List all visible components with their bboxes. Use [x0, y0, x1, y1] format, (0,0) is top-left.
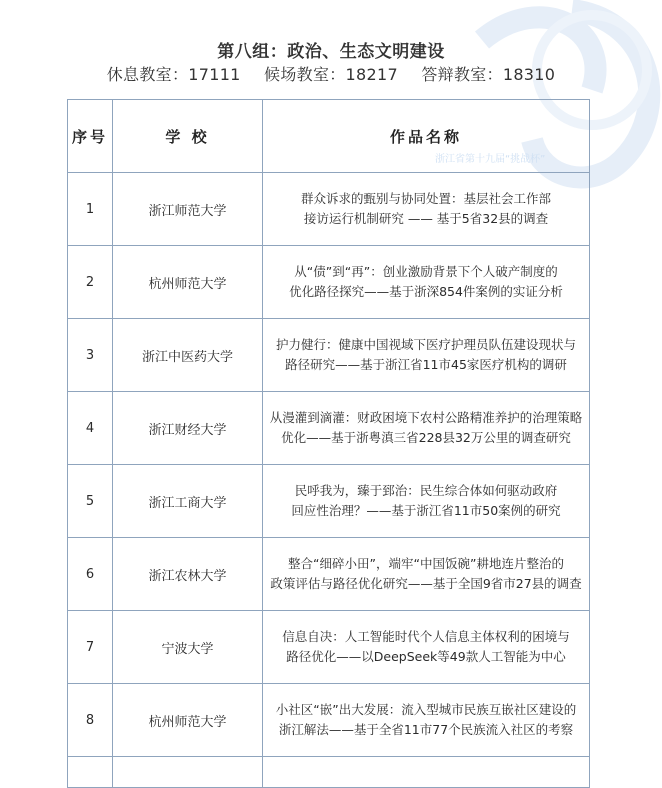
room-info — [0, 62, 662, 85]
row-number: 6 — [68, 538, 113, 611]
row-title-line2: 优化——基于浙粤滇三省228县32万公里的调查研究 — [281, 430, 571, 445]
row-title-line1: 群众诉求的甄别与协同处置：基层社会工作部 — [300, 191, 551, 206]
watermark-caption: 浙江省第十九届“挑战杯” — [435, 154, 546, 165]
row-title — [263, 319, 590, 392]
row-title-line2: 优化路径探究——基于浙深854件案例的实证分析 — [289, 284, 563, 299]
row-number: 2 — [68, 246, 113, 319]
row-title — [263, 173, 590, 246]
row-title-line1: 小社区“嵌”出大发展：流入型城市民族互嵌社区建设的 — [275, 702, 577, 717]
table-row — [68, 246, 590, 319]
row-school: 浙江农林大学 — [113, 538, 263, 611]
row-title-line2: 接访运行机制研究 —— 基于5省32县的调查 — [303, 211, 549, 226]
row-number-empty — [68, 757, 113, 788]
table-row — [68, 538, 590, 611]
table-header-row — [68, 100, 590, 173]
table-row — [68, 392, 590, 465]
waiting-room: 候场教室：18217 — [264, 65, 398, 84]
row-title-line1: 护力健行：健康中国视域下医疗护理员队伍建设现状与 — [275, 337, 576, 352]
column-header-number: 序号 — [68, 100, 113, 173]
group-title: 第八组：政治、生态文明建设 — [217, 42, 445, 62]
row-title-line2: 路径研究——基于浙江省11市45家医疗机构的调研 — [285, 357, 567, 372]
table-row — [68, 611, 590, 684]
column-header-school: 学 校 — [113, 100, 263, 173]
row-title — [263, 684, 590, 757]
row-title-line1: 整合“细碎小田”，端牢“中国饭碗”耕地连片整治的 — [288, 556, 564, 571]
defense-room: 答辩教室：18310 — [421, 65, 556, 84]
row-number: 7 — [68, 611, 113, 684]
row-number: 4 — [68, 392, 113, 465]
row-title-line2: 浙江解法——基于全省11市77个民族流入社区的考察 — [278, 722, 574, 737]
row-title-line1: 从漫灌到滴灌：财政困境下农村公路精准养护的治理策略 — [269, 410, 583, 425]
row-title-empty — [263, 757, 590, 788]
row-title — [263, 392, 590, 465]
entries-table — [67, 99, 590, 788]
row-school-empty — [113, 757, 263, 788]
row-school: 杭州师范大学 — [113, 246, 263, 319]
row-title — [263, 465, 590, 538]
row-school: 杭州师范大学 — [113, 684, 263, 757]
row-school: 浙江财经大学 — [113, 392, 263, 465]
column-header-title: 作品名称 — [263, 100, 590, 173]
row-number: 5 — [68, 465, 113, 538]
row-number: 1 — [68, 173, 113, 246]
row-school: 宁波大学 — [113, 611, 263, 684]
table-row — [68, 465, 590, 538]
row-title-line1: 从“债”到“再”：创业激励背景下个人破产制度的 — [294, 264, 558, 279]
row-title — [263, 538, 590, 611]
table-row — [68, 684, 590, 757]
table-row — [68, 173, 590, 246]
row-title — [263, 611, 590, 684]
table-row — [68, 319, 590, 392]
row-title-line1: 民呼我为，臻于郅治：民生综合体如何驱动政府 — [294, 483, 558, 498]
table-row-partial — [68, 757, 590, 788]
row-school: 浙江中医药大学 — [113, 319, 263, 392]
row-number: 8 — [68, 684, 113, 757]
row-number: 3 — [68, 319, 113, 392]
row-school: 浙江师范大学 — [113, 173, 263, 246]
row-title-line1: 信息自决：人工智能时代个人信息主体权利的困境与 — [282, 629, 570, 644]
rest-room: 休息教室：17111 — [106, 65, 241, 84]
row-title-line2: 政策评估与路径优化研究——基于全国9省市27县的调查 — [270, 576, 582, 591]
row-title-line2: 路径优化——以DeepSeek等49款人工智能为中心 — [286, 649, 566, 664]
row-title-line2: 回应性治理？——基于浙江省11市50案例的研究 — [291, 503, 561, 518]
row-school: 浙江工商大学 — [113, 465, 263, 538]
row-title — [263, 246, 590, 319]
